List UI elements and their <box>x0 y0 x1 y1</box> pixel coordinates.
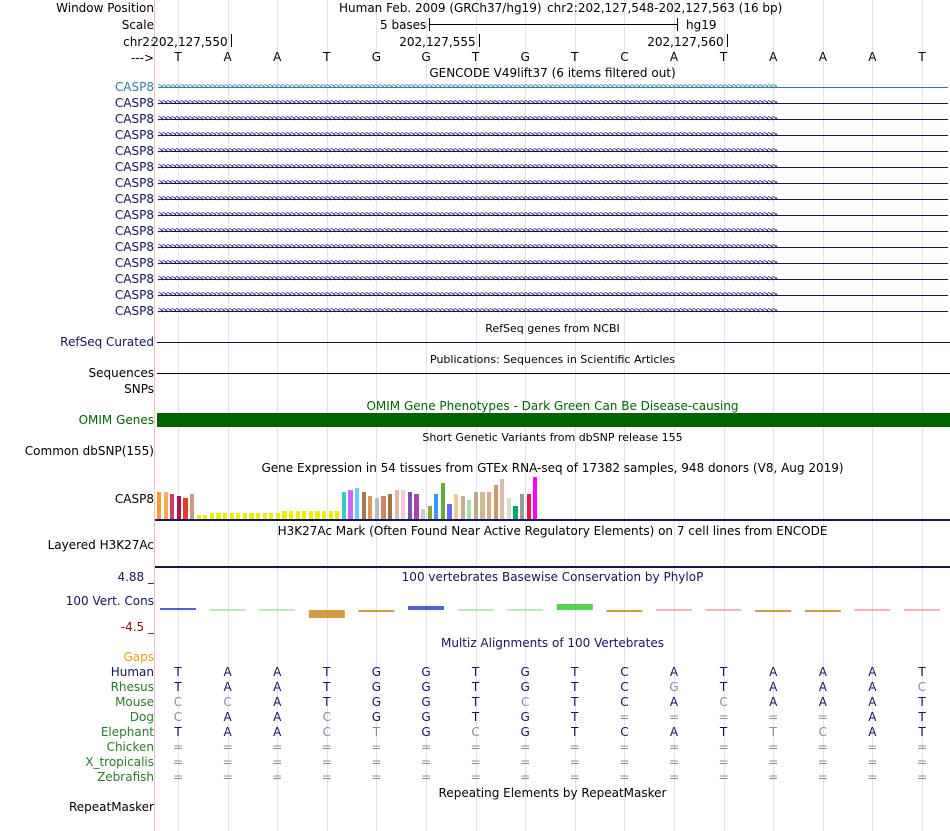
gtex-tissue-bar[interactable] <box>177 496 181 519</box>
gtex-tissue-bar[interactable] <box>368 496 372 519</box>
gencode-transcript-label[interactable]: CASP8 <box>114 96 154 110</box>
gtex-tissue-bar[interactable] <box>375 498 379 519</box>
alignment-base: T <box>918 695 926 709</box>
alignment-base: = <box>668 770 680 784</box>
alignment-base: A <box>769 665 778 679</box>
alignment-base: T <box>471 680 480 694</box>
gtex-tissue-bar[interactable] <box>434 494 438 519</box>
alignment-base: C <box>471 725 480 739</box>
sequence-base: T <box>323 50 331 64</box>
gtex-bar-chart[interactable] <box>157 475 637 519</box>
h3k27ac-track-title[interactable]: H3K27Ac Mark (Often Found Near Active Regulatory Elements) on 7 cell lines from ENCODE <box>277 524 828 538</box>
scale-bar-right-tick <box>677 18 678 31</box>
alignment-base: T <box>323 695 331 709</box>
alignment-base: T <box>471 710 480 724</box>
gtex-tissue-bar[interactable] <box>500 479 504 519</box>
gtex-tissue-bar[interactable] <box>296 511 300 519</box>
alignment-base: = <box>668 710 680 724</box>
gencode-transcript[interactable] <box>158 192 948 206</box>
conservation-plot[interactable] <box>155 588 950 628</box>
alignment-base: C <box>173 710 183 724</box>
alignment-base: = <box>619 755 630 769</box>
scale-label[interactable]: Scale <box>121 18 154 32</box>
alignment-base: G <box>371 680 382 694</box>
gtex-tissue-bar[interactable] <box>513 506 517 519</box>
alignment-base: = <box>569 740 580 754</box>
ruler-tick-label: 202,127,560 <box>647 35 724 49</box>
gencode-transcript[interactable] <box>158 112 948 126</box>
scale-bases: 5 bases <box>380 18 427 32</box>
gtex-tissue-bar[interactable] <box>494 485 498 519</box>
gtex-tissue-bar[interactable] <box>289 511 293 519</box>
alignment-base: A <box>223 680 232 694</box>
alignment-base: = <box>768 770 779 784</box>
gencode-transcript-label[interactable]: CASP8 <box>114 208 154 222</box>
alignment-base: T <box>769 725 777 739</box>
gtex-tissue-bar[interactable] <box>428 506 432 519</box>
ruler-tick <box>727 34 728 47</box>
alignment-base: A <box>273 695 282 709</box>
strand-arrows-icon: >>>>>>>>>>>>>>>>>>>>>>>>>>>>>>>>>>>>>>>>>>>>>>>>>>>>>>>>>>>>>>>>>>>>>>>>>>>>>>>>>>>>>>>>>>>>>>>>>>>>>>>>>>>>>>>>>>>>>>>>>>>>>>>>>>>>>>>>>>>> <box>158 82 777 92</box>
gencode-transcript[interactable] <box>158 144 948 158</box>
gencode-transcript[interactable] <box>158 80 948 94</box>
species-label[interactable]: Dog <box>129 710 154 724</box>
alignment-base: G <box>371 710 382 724</box>
alignment-base: G <box>421 665 431 679</box>
sequence-base: A <box>669 50 679 64</box>
gencode-transcript-label[interactable]: CASP8 <box>114 240 154 254</box>
gtex-tissue-bar[interactable] <box>183 498 187 519</box>
alignment-base: = <box>768 740 779 754</box>
alignment-base: = <box>718 755 729 769</box>
sequence-base: T <box>571 50 579 64</box>
gtex-track-title[interactable]: Gene Expression in 54 tissues from GTEx RNA-seq of 17382 samples, 948 donors (V8, Aug 2019) <box>261 461 844 475</box>
refseq-gene-line[interactable] <box>157 342 950 343</box>
alignment-base: = <box>222 770 233 784</box>
alignment-base: = <box>272 755 283 769</box>
gencode-transcript[interactable] <box>158 208 948 222</box>
alignment-base: = <box>172 740 184 754</box>
species-label[interactable]: Rhesus <box>110 680 154 694</box>
alignment-base: A <box>868 695 877 709</box>
gtex-tissue-bar[interactable] <box>309 511 313 519</box>
alignment-base: = <box>768 710 779 724</box>
alignment-base: T <box>571 680 579 694</box>
alignment-base: C <box>818 725 827 739</box>
alignment-base: C <box>173 695 183 709</box>
alignment-base: = <box>619 770 630 784</box>
alignment-base: T <box>719 665 728 679</box>
gencode-transcript-label[interactable]: CASP8 <box>114 192 154 206</box>
sequence-base: T <box>719 50 728 64</box>
alignment-base: A <box>669 695 679 709</box>
gtex-tissue-bar[interactable] <box>533 477 537 519</box>
gencode-transcript-label[interactable]: CASP8 <box>114 272 154 286</box>
gtex-tissue-bar[interactable] <box>348 490 352 519</box>
publications-track-title[interactable]: Publications: Sequences in Scientific Articles <box>430 353 675 366</box>
scale-bar-left-tick <box>429 18 430 31</box>
chr-label[interactable]: chr2: <box>123 35 154 49</box>
alignment-base: = <box>718 740 729 754</box>
strand-arrows-icon: >>>>>>>>>>>>>>>>>>>>>>>>>>>>>>>>>>>>>>>>>>>>>>>>>>>>>>>>>>>>>>>>>>>>>>>>>>>>>>>>>>>>>>>>>>>>>>>>>>>>>>>>>>>>>>>>>>>>>>>>>>>>>>>>>>>>>>>>>>>> <box>158 162 777 172</box>
gtex-tissue-bar[interactable] <box>157 492 161 519</box>
ruler-tick <box>479 34 480 47</box>
sequence-base: A <box>223 50 232 64</box>
gtex-tissue-bar[interactable] <box>447 504 451 519</box>
alignment-base: C <box>917 680 927 694</box>
gtex-tissue-bar[interactable] <box>467 500 471 519</box>
snps-label[interactable]: SNPs <box>124 382 154 396</box>
alignment-base: = <box>867 770 878 784</box>
alignment-base: = <box>916 770 928 784</box>
publications-line[interactable] <box>157 373 950 374</box>
omim-label[interactable]: OMIM Genes <box>78 413 154 427</box>
gtex-tissue-bar[interactable] <box>395 490 399 519</box>
species-label[interactable]: Mouse <box>115 695 154 709</box>
alignment-base: A <box>868 725 877 739</box>
alignment-base: G <box>421 680 431 694</box>
alignment-base: = <box>718 770 729 784</box>
alignment-base: = <box>520 770 531 784</box>
alignment-base: T <box>174 665 182 679</box>
gtex-tissue-bar[interactable] <box>302 511 306 519</box>
alignment-base: = <box>817 755 828 769</box>
gtex-tissue-bar[interactable] <box>164 492 168 519</box>
alignment-base: T <box>571 710 579 724</box>
alignment-base: G <box>371 665 382 679</box>
alignment-base: = <box>916 740 928 754</box>
sequence-base: A <box>273 50 282 64</box>
alignment-base: = <box>172 770 184 784</box>
gtex-tissue-bar[interactable] <box>388 494 392 519</box>
alignment-base: C <box>620 665 629 679</box>
gencode-transcript-label[interactable]: CASP8 <box>114 80 154 94</box>
species-label[interactable]: Elephant <box>100 725 154 739</box>
alignment-base: T <box>174 680 182 694</box>
gencode-transcript-label[interactable]: CASP8 <box>114 176 154 190</box>
alignment-base: T <box>174 725 182 739</box>
gtex-tissue-bar[interactable] <box>520 494 524 519</box>
gtex-tissue-bar[interactable] <box>362 492 366 519</box>
gtex-tissue-bar[interactable] <box>170 494 174 519</box>
alignment-base: = <box>222 740 233 754</box>
alignment-base: T <box>571 665 579 679</box>
dbsnp-label[interactable]: Common dbSNP(155) <box>24 444 154 458</box>
alignment-base: = <box>321 770 332 784</box>
alignment-base: C <box>620 680 629 694</box>
gtex-tissue-bar[interactable] <box>342 492 346 519</box>
gencode-transcript[interactable] <box>158 240 948 254</box>
omim-track-title[interactable]: OMIM Gene Phenotypes - Dark Green Can Be Disease-causing <box>366 399 739 413</box>
alignment-base: C <box>322 710 331 724</box>
gtex-tissue-bar[interactable] <box>480 492 484 519</box>
gtex-tissue-bar[interactable] <box>335 511 339 519</box>
alignment-base: = <box>222 755 233 769</box>
alignment-base: A <box>669 665 679 679</box>
gtex-tissue-bar[interactable] <box>355 488 359 520</box>
alignment-base: = <box>321 740 332 754</box>
window-range[interactable]: chr2:202,127,548-202,127,563 (16 bp) <box>547 1 783 15</box>
strand-arrows-icon: >>>>>>>>>>>>>>>>>>>>>>>>>>>>>>>>>>>>>>>>>>>>>>>>>>>>>>>>>>>>>>>>>>>>>>>>>>>>>>>>>>>>>>>>>>>>>>>>>>>>>>>>>>>>>>>>>>>>>>>>>>>>>>>>>>>>>>>>>>>> <box>158 258 777 268</box>
alignment-base: T <box>719 725 728 739</box>
alignment-base: = <box>172 755 184 769</box>
strand-arrows-icon: >>>>>>>>>>>>>>>>>>>>>>>>>>>>>>>>>>>>>>>>>>>>>>>>>>>>>>>>>>>>>>>>>>>>>>>>>>>>>>>>>>>>>>>>>>>>>>>>>>>>>>>>>>>>>>>>>>>>>>>>>>>>>>>>>>>>>>>>>>>> <box>158 210 777 220</box>
alignment-base: A <box>273 680 282 694</box>
alignment-base: = <box>371 770 382 784</box>
gtex-tissue-bar[interactable] <box>408 492 412 519</box>
gencode-transcript-label[interactable]: CASP8 <box>114 256 154 270</box>
h3k27ac-baseline <box>155 566 950 568</box>
alignment-base: G <box>371 695 382 709</box>
sequence-base: C <box>620 50 629 64</box>
alignment-base: A <box>669 725 679 739</box>
alignment-base: A <box>868 665 877 679</box>
dbsnp-track-title[interactable]: Short Genetic Variants from dbSNP release 155 <box>422 431 683 444</box>
gtex-tissue-bar[interactable] <box>401 490 405 519</box>
gtex-tissue-bar[interactable] <box>381 496 385 519</box>
sequences-label[interactable]: Sequences <box>88 366 154 380</box>
alignment-base: = <box>470 740 481 754</box>
alignment-base: T <box>323 665 331 679</box>
alignment-base: C <box>520 695 530 709</box>
gtex-tissue-bar[interactable] <box>507 498 511 519</box>
ruler-tick-label: 202,127,555 <box>399 35 476 49</box>
alignment-base: A <box>223 725 232 739</box>
alignment-base: = <box>371 740 382 754</box>
omim-gene-bar[interactable] <box>157 413 950 427</box>
species-label[interactable]: Human <box>110 665 154 679</box>
gtex-tissue-bar[interactable] <box>329 511 333 519</box>
alignment-base: G <box>669 680 679 694</box>
multiz-track-title[interactable]: Multiz Alignments of 100 Vertebrates <box>440 636 665 650</box>
gtex-baseline <box>155 519 950 521</box>
alignment-base: C <box>719 695 728 709</box>
assembly-title: Human Feb. 2009 (GRCh37/hg19) <box>339 1 542 15</box>
conservation-mark <box>606 610 642 612</box>
alignment-base: = <box>867 755 878 769</box>
gtex-tissue-bar[interactable] <box>322 511 326 519</box>
strand-arrows-icon: >>>>>>>>>>>>>>>>>>>>>>>>>>>>>>>>>>>>>>>>>>>>>>>>>>>>>>>>>>>>>>>>>>>>>>>>>>>>>>>>>>>>>>>>>>>>>>>>>>>>>>>>>>>>>>>>>>>>>>>>>>>>>>>>>>>>>>>>>>>> <box>158 178 777 188</box>
alignment-base: T <box>918 725 926 739</box>
repeatmasker-track-title[interactable]: Repeating Elements by RepeatMasker <box>438 786 667 800</box>
conservation-mark <box>408 606 444 610</box>
alignment-base: = <box>520 740 531 754</box>
refseq-track-title[interactable]: RefSeq genes from NCBI <box>485 322 620 335</box>
strand-arrows-icon: >>>>>>>>>>>>>>>>>>>>>>>>>>>>>>>>>>>>>>>>>>>>>>>>>>>>>>>>>>>>>>>>>>>>>>>>>>>>>>>>>>>>>>>>>>>>>>>>>>>>>>>>>>>>>>>>>>>>>>>>>>>>>>>>>>>>>>>>>>>> <box>158 98 777 108</box>
strand-arrows-icon: >>>>>>>>>>>>>>>>>>>>>>>>>>>>>>>>>>>>>>>>>>>>>>>>>>>>>>>>>>>>>>>>>>>>>>>>>>>>>>>>>>>>>>>>>>>>>>>>>>>>>>>>>>>>>>>>>>>>>>>>>>>>>>>>>>>>>>>>>>>> <box>158 242 777 252</box>
gencode-transcript-label[interactable]: CASP8 <box>114 144 154 158</box>
species-label[interactable]: Zebrafish <box>97 770 154 784</box>
gtex-tissue-bar[interactable] <box>461 496 465 519</box>
alignment-base: = <box>520 755 531 769</box>
alignment-base: C <box>322 725 331 739</box>
species-label[interactable]: X_tropicalis <box>85 755 154 769</box>
alignment-base: = <box>569 770 580 784</box>
gencode-transcript[interactable] <box>158 96 948 110</box>
gencode-transcript[interactable] <box>158 288 948 302</box>
alignment-base: A <box>818 695 827 709</box>
gtex-tissue-bar[interactable] <box>315 511 319 519</box>
sequence-base: A <box>868 50 877 64</box>
alignment-base: T <box>471 695 480 709</box>
alignment-base: = <box>470 755 481 769</box>
refseq-label[interactable]: RefSeq Curated <box>60 335 154 349</box>
alignment-base: = <box>817 710 828 724</box>
window-position-label[interactable]: Window Position <box>56 1 154 15</box>
alignment-base: A <box>223 665 232 679</box>
alignment-base: = <box>668 740 680 754</box>
alignment-base: = <box>470 770 481 784</box>
alignment-base: = <box>321 755 332 769</box>
alignment-base: C <box>223 695 232 709</box>
gtex-tissue-bar[interactable] <box>474 492 478 519</box>
alignment-base: T <box>918 710 926 724</box>
alignment-base: = <box>371 755 382 769</box>
conservation-mark <box>309 610 345 618</box>
alignment-base: = <box>569 755 580 769</box>
alignment-base: G <box>421 725 431 739</box>
alignment-base: A <box>273 710 282 724</box>
gencode-transcript[interactable] <box>158 272 948 286</box>
strand-arrows-icon: >>>>>>>>>>>>>>>>>>>>>>>>>>>>>>>>>>>>>>>>>>>>>>>>>>>>>>>>>>>>>>>>>>>>>>>>>>>>>>>>>>>>>>>>>>>>>>>>>>>>>>>>>>>>>>>>>>>>>>>>>>>>>>>>>>>>>>>>>>>> <box>158 114 777 124</box>
gencode-transcript[interactable] <box>158 160 948 174</box>
alignment-base: A <box>769 680 778 694</box>
sequence-base: G <box>371 50 382 64</box>
alignment-base: T <box>323 680 331 694</box>
sequence-base: A <box>818 50 827 64</box>
alignment-base: = <box>817 770 828 784</box>
alignment-base: = <box>668 755 680 769</box>
gencode-transcript[interactable] <box>158 304 948 318</box>
gtex-tissue-bar[interactable] <box>487 492 491 519</box>
sequence-base: T <box>918 50 926 64</box>
alignment-base: T <box>471 665 480 679</box>
alignment-base: = <box>768 755 779 769</box>
alignment-base: T <box>571 725 579 739</box>
gencode-transcript-label[interactable]: CASP8 <box>114 304 154 318</box>
alignment-base: = <box>272 740 283 754</box>
h3k27ac-label[interactable]: Layered H3K27Ac <box>47 538 154 552</box>
gtex-label[interactable]: CASP8 <box>114 492 154 506</box>
alignment-base: = <box>272 770 283 784</box>
gencode-transcript[interactable] <box>158 128 948 142</box>
conservation-mark <box>557 604 593 610</box>
conservation-mark <box>805 610 841 612</box>
gencode-transcript-label[interactable]: CASP8 <box>114 128 154 142</box>
alignment-base: T <box>719 680 728 694</box>
gtex-tissue-bar[interactable] <box>421 509 425 520</box>
conservation-track-title[interactable]: 100 vertebrates Basewise Conservation by PhyloP <box>401 570 704 584</box>
sequence-base: T <box>471 50 480 64</box>
conservation-mark <box>755 610 791 612</box>
alignment-base: T <box>372 725 381 739</box>
alignment-base: G <box>520 725 530 739</box>
alignment-base: T <box>571 695 579 709</box>
strand-arrows-icon: >>>>>>>>>>>>>>>>>>>>>>>>>>>>>>>>>>>>>>>>>>>>>>>>>>>>>>>>>>>>>>>>>>>>>>>>>>>>>>>>>>>>>>>>>>>>>>>>>>>>>>>>>>>>>>>>>>>>>>>>>>>>>>>>>>>>>>>>>>>> <box>158 130 777 140</box>
strand-arrows-icon: >>>>>>>>>>>>>>>>>>>>>>>>>>>>>>>>>>>>>>>>>>>>>>>>>>>>>>>>>>>>>>>>>>>>>>>>>>>>>>>>>>>>>>>>>>>>>>>>>>>>>>>>>>>>>>>>>>>>>>>>>>>>>>>>>>>>>>>>>>>> <box>158 290 777 300</box>
repeatmasker-label[interactable]: RepeatMasker <box>68 800 154 814</box>
scale-bar <box>429 24 678 25</box>
gtex-tissue-bar[interactable] <box>527 494 531 519</box>
gtex-tissue-bar[interactable] <box>454 494 458 519</box>
ruler-tick <box>231 34 232 47</box>
alignment-base: = <box>420 770 432 784</box>
alignment-base: A <box>868 710 877 724</box>
strand-label[interactable]: ---> <box>130 51 154 65</box>
strand-arrows-icon: >>>>>>>>>>>>>>>>>>>>>>>>>>>>>>>>>>>>>>>>>>>>>>>>>>>>>>>>>>>>>>>>>>>>>>>>>>>>>>>>>>>>>>>>>>>>>>>>>>>>>>>>>>>>>>>>>>>>>>>>>>>>>>>>>>>>>>>>>>>> <box>158 226 777 236</box>
conservation-mark <box>160 608 196 610</box>
alignment-base: A <box>273 725 282 739</box>
gtex-tissue-bar[interactable] <box>414 494 418 519</box>
gencode-transcript[interactable] <box>158 256 948 270</box>
gencode-transcript[interactable] <box>158 224 948 238</box>
alignment-base: A <box>818 680 827 694</box>
strand-arrows-icon: >>>>>>>>>>>>>>>>>>>>>>>>>>>>>>>>>>>>>>>>>>>>>>>>>>>>>>>>>>>>>>>>>>>>>>>>>>>>>>>>>>>>>>>>>>>>>>>>>>>>>>>>>>>>>>>>>>>>>>>>>>>>>>>>>>>>>>>>>>>> <box>158 274 777 284</box>
gtex-tissue-bar[interactable] <box>282 511 286 519</box>
conservation-ymax-label: 4.88 _ <box>117 570 154 584</box>
alignment-base: = <box>817 740 828 754</box>
gencode-transcript-label[interactable]: CASP8 <box>114 160 154 174</box>
strand-arrows-icon: >>>>>>>>>>>>>>>>>>>>>>>>>>>>>>>>>>>>>>>>>>>>>>>>>>>>>>>>>>>>>>>>>>>>>>>>>>>>>>>>>>>>>>>>>>>>>>>>>>>>>>>>>>>>>>>>>>>>>>>>>>>>>>>>>>>>>>>>>>>> <box>158 194 777 204</box>
alignment-base: = <box>420 755 432 769</box>
alignment-base: = <box>916 755 928 769</box>
alignment-base: A <box>273 665 282 679</box>
sequence-base: G <box>520 50 530 64</box>
alignment-base: A <box>769 695 778 709</box>
alignment-base: G <box>421 710 431 724</box>
conservation-ymin-label: -4.5 _ <box>120 620 154 634</box>
conservation-mark <box>358 610 394 612</box>
ruler-tick-label: 202,127,550 <box>151 35 228 49</box>
sequence-base: A <box>769 50 778 64</box>
alignment-base: G <box>520 710 530 724</box>
strand-arrows-icon: >>>>>>>>>>>>>>>>>>>>>>>>>>>>>>>>>>>>>>>>>>>>>>>>>>>>>>>>>>>>>>>>>>>>>>>>>>>>>>>>>>>>>>>>>>>>>>>>>>>>>>>>>>>>>>>>>>>>>>>>>>>>>>>>>>>>>>>>>>>> <box>158 146 777 156</box>
alignment-base: = <box>867 740 878 754</box>
alignment-base: A <box>868 680 877 694</box>
alignment-base: A <box>818 665 827 679</box>
alignment-base: = <box>718 710 729 724</box>
gencode-track-title[interactable]: GENCODE V49lift37 (6 items filtered out) <box>429 66 676 80</box>
species-label[interactable]: Chicken <box>106 740 154 754</box>
gtex-tissue-bar[interactable] <box>190 494 194 519</box>
alignment-base: G <box>520 665 530 679</box>
alignment-base: T <box>918 665 926 679</box>
alignment-base: = <box>420 740 432 754</box>
strand-arrows-icon: >>>>>>>>>>>>>>>>>>>>>>>>>>>>>>>>>>>>>>>>>>>>>>>>>>>>>>>>>>>>>>>>>>>>>>>>>>>>>>>>>>>>>>>>>>>>>>>>>>>>>>>>>>>>>>>>>>>>>>>>>>>>>>>>>>>>>>>>>>>> <box>158 306 777 316</box>
gencode-transcript-label[interactable]: CASP8 <box>114 288 154 302</box>
gencode-transcript-label[interactable]: CASP8 <box>114 224 154 238</box>
alignment-base: A <box>223 710 232 724</box>
gencode-transcript[interactable] <box>158 176 948 190</box>
scale-db: hg19 <box>686 18 717 32</box>
alignment-base: G <box>520 680 530 694</box>
gencode-transcript-label[interactable]: CASP8 <box>114 112 154 126</box>
gaps-label[interactable]: Gaps <box>123 650 154 664</box>
alignment-base: G <box>421 695 431 709</box>
alignment-base: = <box>619 740 630 754</box>
conservation-label[interactable]: 100 Vert. Cons <box>65 594 154 608</box>
sequence-base: G <box>421 50 431 64</box>
alignment-base: = <box>619 710 630 724</box>
sequence-base: T <box>174 50 182 64</box>
alignment-base: C <box>620 695 629 709</box>
gtex-tissue-bar[interactable] <box>441 483 445 519</box>
alignment-base: C <box>620 725 629 739</box>
